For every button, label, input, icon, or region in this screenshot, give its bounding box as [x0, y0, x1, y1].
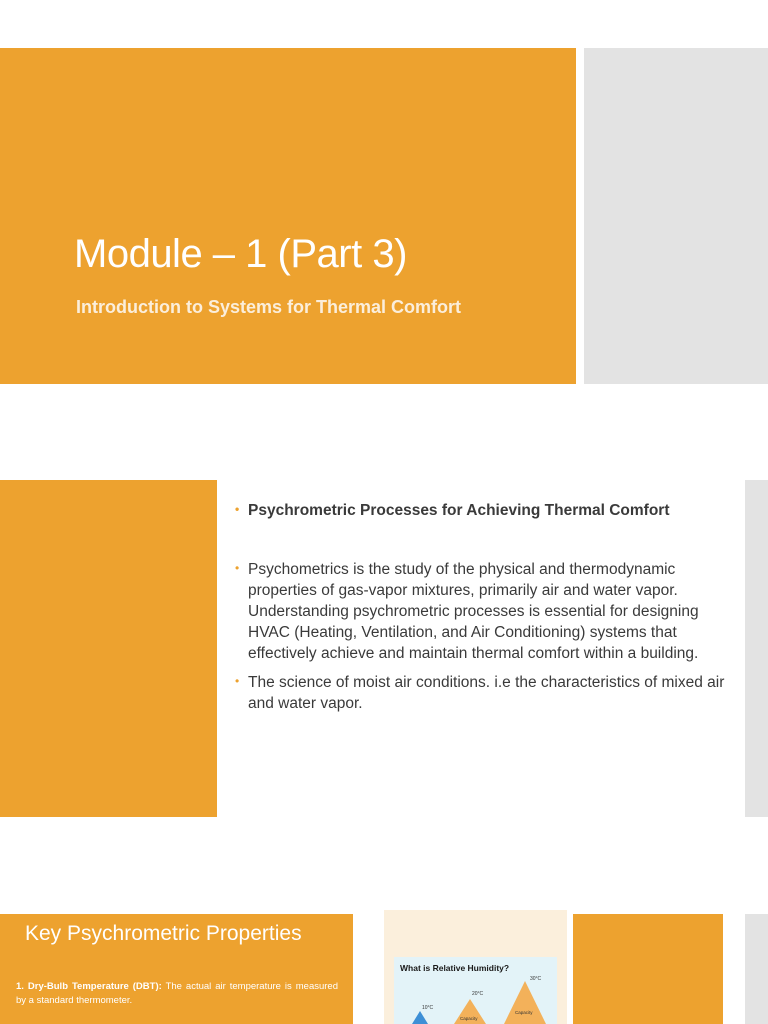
slide2-side-panel — [745, 480, 768, 817]
label-capacity: Capacity — [515, 1010, 533, 1015]
bullet-icon: • — [235, 561, 240, 575]
bullet-icon: • — [235, 674, 240, 688]
bullet-text: Psychometrics is the study of the physical and thermodynamic properties of gas-vapor mixtures, primarily air and water vapor. Understanding psychrometric processes is essential for designing HVAC (Heating, Ventilation, and Air Conditioning) systems that effectively achieve and maintain thermal comfort within a building. — [248, 561, 699, 662]
bullet-item — [233, 559, 733, 664]
large-triangle-icon — [504, 981, 546, 1024]
slide-title: Module – 1 (Part 3) — [74, 232, 407, 276]
image-title: What is Relative Humidity? — [400, 963, 510, 973]
small-triangle-icon — [412, 1011, 428, 1024]
property-description: The actual air temperature is measured by a standard thermometer. — [16, 981, 338, 1006]
label-30c: 30°C — [530, 976, 542, 982]
bullet-text: Psychrometric Processes for Achieving Thermal Comfort — [248, 502, 670, 519]
bullet-icon: • — [235, 502, 240, 516]
slide3-side-panel — [745, 914, 768, 1024]
relative-humidity-image — [394, 957, 557, 1024]
slide-subtitle: Introduction to Systems for Thermal Comfort — [76, 297, 462, 317]
slide2-content — [233, 500, 733, 714]
label-20c: 20°C — [472, 991, 484, 997]
humidity-triangles-icon — [394, 957, 557, 1024]
bullet-heading — [233, 500, 733, 521]
bullet-text: The science of moist air conditions. i.e the characteristics of mixed air and water vapor. — [248, 674, 725, 712]
slide3-body — [16, 980, 338, 1008]
property-term: 1. Dry-Bulb Temperature (DBT): — [16, 981, 162, 992]
slide3-accent-panel — [573, 914, 723, 1024]
label-capacity: Capacity — [460, 1016, 478, 1021]
label-10c: 10°C — [422, 1005, 434, 1011]
title-slide-panel — [0, 48, 576, 384]
slide2-accent-panel — [0, 480, 217, 817]
title-slide-side-panel — [584, 48, 768, 384]
bullet-item — [233, 672, 733, 714]
slide3-title: Key Psychrometric Properties — [25, 922, 302, 945]
